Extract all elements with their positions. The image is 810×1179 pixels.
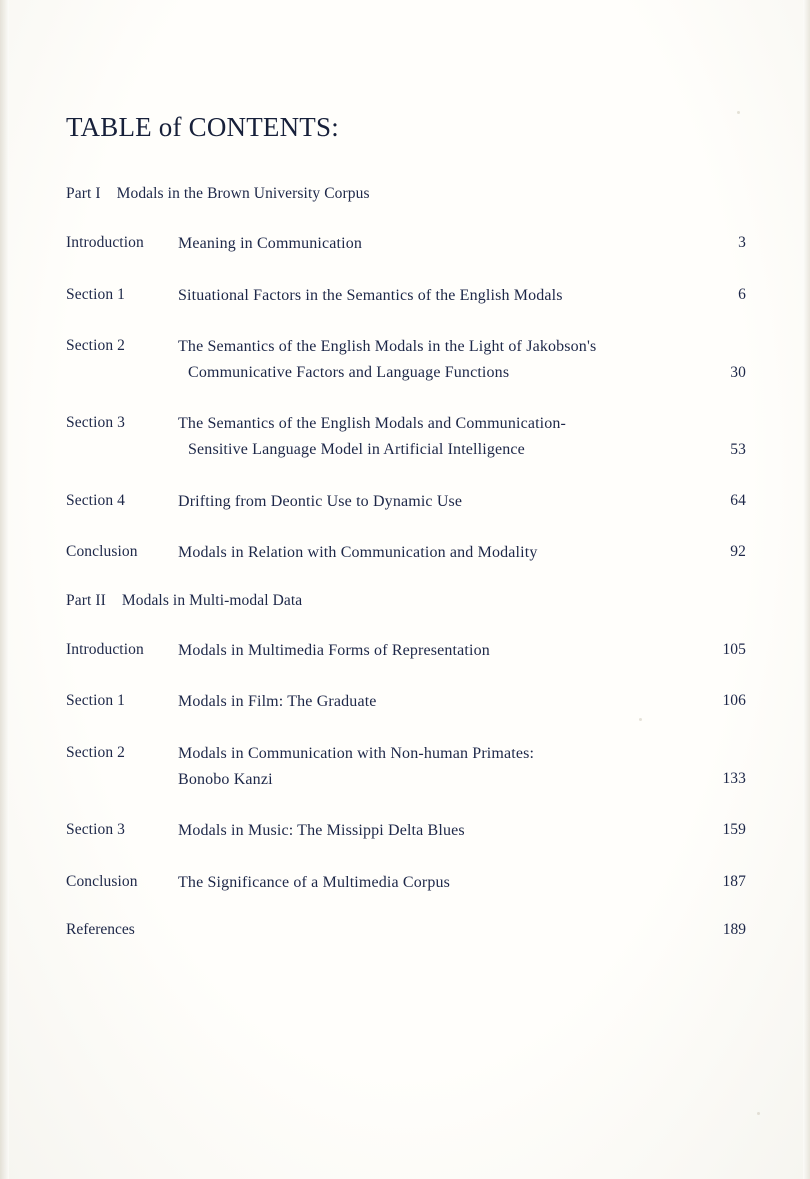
toc-entry-title-line2: Bonobo Kanzi [178, 770, 273, 788]
toc-entry-page: 92 [730, 543, 746, 561]
part-title: Modals in Multi-modal Data [121, 591, 303, 609]
paper-speck [757, 1112, 760, 1115]
toc-entry-title [176, 540, 686, 566]
toc-entry[interactable] [66, 334, 746, 385]
table-of-contents [66, 112, 746, 939]
part-heading-2 [66, 592, 746, 610]
toc-entry-title-line1: Situational Factors in the Semantics of the English Modals [178, 286, 563, 304]
toc-entry-title [176, 231, 686, 257]
toc-entry-page: 64 [730, 491, 746, 509]
page-title: TABLE of CONTENTS: [66, 112, 339, 142]
toc-entry-page: 3 [738, 234, 746, 251]
toc-entry-title-line1: The Semantics of the English Modals and Communication- [178, 415, 567, 433]
toc-entry-page: 30 [730, 363, 746, 381]
toc-entry[interactable] [66, 489, 746, 515]
toc-entry-title-line1: Meaning in Communication [178, 235, 363, 252]
part-heading-1 [66, 185, 746, 203]
toc-entry-label: Conclusion [66, 872, 138, 890]
toc-entry-references[interactable] [66, 921, 746, 939]
toc-entry-title [176, 638, 686, 664]
toc-entry-page: 105 [722, 640, 746, 658]
toc-entry-label: Section 3 [66, 821, 126, 839]
page-right-edge-shadow [803, 0, 810, 1179]
toc-entry[interactable] [66, 689, 746, 715]
toc-entry-page: 53 [730, 440, 746, 458]
toc-entry-page: 187 [722, 872, 746, 890]
toc-entry-label: Section 2 [66, 743, 126, 761]
toc-entry-page: 159 [722, 821, 746, 839]
toc-entry[interactable] [66, 741, 746, 792]
toc-entry-title-line1: Modals in Film: The Graduate [178, 693, 377, 711]
part-title: Modals in the Brown University Corpus [116, 185, 370, 202]
toc-entry-page: 133 [722, 770, 746, 788]
part-label: Part I [66, 185, 101, 202]
toc-entry[interactable] [66, 818, 746, 844]
toc-entry[interactable] [66, 283, 746, 309]
toc-entry-title [176, 741, 686, 792]
toc-entry-title-line1: Modals in Multimedia Forms of Representation [178, 641, 490, 659]
toc-entry[interactable] [66, 870, 746, 896]
toc-entry-label: Section 4 [66, 491, 126, 509]
toc-entry-title [176, 818, 686, 844]
toc-entry-label: Section 2 [66, 337, 126, 355]
toc-entry-title [176, 870, 686, 896]
toc-entry[interactable] [66, 231, 746, 257]
toc-entry-label: Introduction [66, 640, 144, 658]
toc-entry-label: Section 1 [66, 285, 126, 303]
part-label: Part II [66, 591, 106, 609]
toc-entry-label: References [66, 921, 135, 939]
toc-entry-label: Conclusion [66, 543, 138, 561]
toc-entry-title-line1: Modals in Communication with Non-human Primates: [178, 744, 535, 762]
toc-entry-title-line2: Sensitive Language Model in Artificial Intelligence [188, 440, 525, 458]
toc-entry-page: 6 [738, 285, 746, 303]
toc-entry-title [176, 283, 686, 309]
toc-entry-title [176, 411, 686, 462]
toc-entry-label: Section 3 [66, 414, 126, 432]
toc-entry-title-line1: The Semantics of the English Modals in the Light of Jakobson's [178, 338, 597, 356]
toc-entry-title-line2: Communicative Factors and Language Functions [188, 363, 510, 381]
toc-entry-label: Introduction [66, 234, 144, 251]
toc-entry[interactable] [66, 638, 746, 664]
page-left-edge-shadow [0, 0, 9, 1179]
toc-entry-label: Section 1 [66, 692, 126, 710]
toc-entry-title [176, 489, 686, 515]
toc-entry[interactable] [66, 540, 746, 566]
toc-entry-title [176, 334, 686, 385]
toc-entry-title-line1: Drifting from Deontic Use to Dynamic Use [178, 492, 463, 510]
toc-entry-title-line1: The Significance of a Multimedia Corpus [178, 873, 451, 891]
toc-entry-title-line1: Modals in Music: The Missippi Delta Blues [178, 822, 465, 840]
toc-entry[interactable] [66, 411, 746, 462]
toc-entry-page: 106 [722, 692, 746, 710]
toc-entry-title [176, 689, 686, 715]
toc-entry-page: 189 [722, 921, 746, 939]
toc-entry-title-line1: Modals in Relation with Communication and Modality [178, 544, 538, 562]
